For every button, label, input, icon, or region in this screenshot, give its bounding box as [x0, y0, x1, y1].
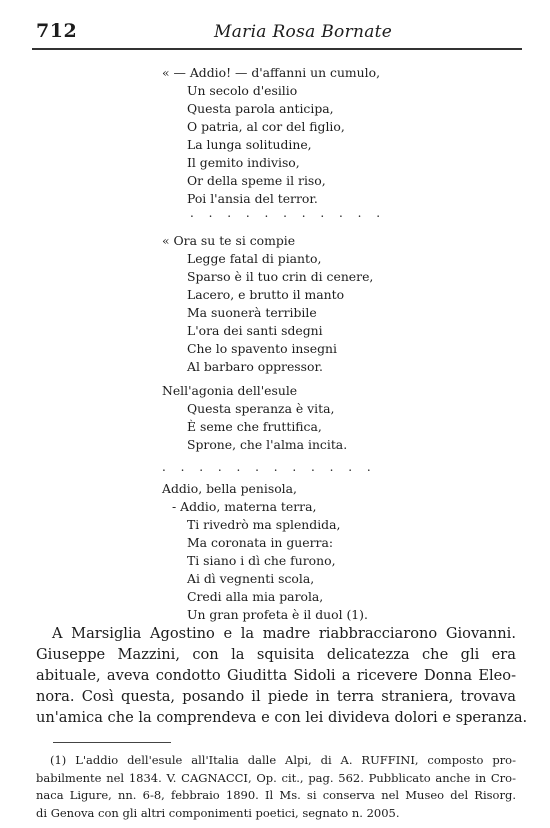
poem-line: Questa speranza è vita, — [187, 401, 335, 416]
header-rule — [32, 48, 522, 50]
poem-line: Sparso è il tuo crin di cenere, — [187, 269, 374, 284]
page-header — [0, 18, 550, 46]
poem-line: - Addio, materna terra, — [172, 499, 317, 514]
paragraph-line: Giuseppe Mazzini, con la squisita delicatezza che gli era — [36, 646, 516, 663]
running-head: Maria Rosa Bornate — [214, 22, 393, 42]
poem-line: Sprone, che l'alma incita. — [187, 437, 348, 452]
poem-line: Poi l'ansia del terror. — [187, 191, 318, 206]
paragraph-line: un'amica che la comprendeva e con lei divideva dolori e speranza. — [36, 709, 528, 726]
paragraph-line: nora. Così questa, posando il piede in terra straniera, trovava — [36, 688, 516, 705]
poem-line: « Ora su te si compie — [162, 233, 296, 248]
poem-line: Questa parola anticipa, — [187, 101, 334, 116]
ellipsis-separator: . . . . . . . . . . . — [190, 206, 386, 220]
ellipsis-separator: . . . . . . . . . . . . — [162, 460, 377, 474]
footnote-rule — [53, 742, 171, 743]
poem-line: Addio, bella penisola, — [162, 481, 297, 496]
poem-line: Un secolo d'esilio — [187, 83, 298, 98]
poem-line: Credi alla mia parola, — [187, 589, 324, 604]
poem-line: L'ora dei santi sdegni — [187, 323, 323, 338]
poem-line: Ma suonerà terribile — [187, 305, 317, 320]
poem-line: Un gran profeta è il duol (1). — [187, 607, 368, 622]
paragraph-line: abituale, aveva condotto Giuditta Sidoli a ricevere Donna Eleo- — [36, 667, 516, 684]
poem-line: O patria, al cor del figlio, — [187, 119, 345, 134]
poem-line: Or della speme il riso, — [187, 173, 326, 188]
poem-line: Legge fatal di pianto, — [187, 251, 322, 266]
body-paragraph — [36, 623, 528, 728]
poem-line: Ma coronata in guerra: — [187, 535, 334, 550]
poem-line: Lacero, e brutto il manto — [187, 287, 345, 302]
page-number: 712 — [36, 20, 78, 42]
poem-line: È seme che fruttifica, — [187, 419, 322, 434]
poem-line: Che lo spavento insegni — [187, 341, 337, 356]
poem-line: Ti siano i dì che furono, — [187, 553, 336, 568]
footnote-line: di Genova con gli altri componimenti poetici, segnato n. 2005. — [36, 805, 400, 820]
poem-line: « — Addio! — d'affanni un cumulo, — [162, 65, 381, 80]
poem-line: Il gemito indiviso, — [187, 155, 300, 170]
poem-line: Al barbaro oppressor. — [187, 359, 323, 374]
poem-line: La lunga solitudine, — [187, 137, 312, 152]
footnote-line: babilmente nel 1834. V. CAGNACCI, Op. cit., pag. 562. Pubblicato anche in Cro- — [36, 770, 516, 785]
poem-line: Nell'agonia dell'esule — [162, 383, 298, 398]
footnote-line: (1) L'addio dell'esule all'Italia dalle Alpi, di A. RUFFINI, composto pro- — [50, 753, 516, 767]
footnote — [36, 752, 516, 822]
footnote-line: naca Ligure, nn. 6-8, febbraio 1890. Il Ms. si conserva nel Museo del Risorg. — [36, 788, 516, 802]
poem-line: Ai dì vegnenti scola, — [187, 571, 315, 586]
paragraph-line: A Marsiglia Agostino e la madre riabbracciarono Giovanni. — [52, 625, 516, 642]
poem-line: Ti rivedrò ma splendida, — [187, 517, 341, 532]
